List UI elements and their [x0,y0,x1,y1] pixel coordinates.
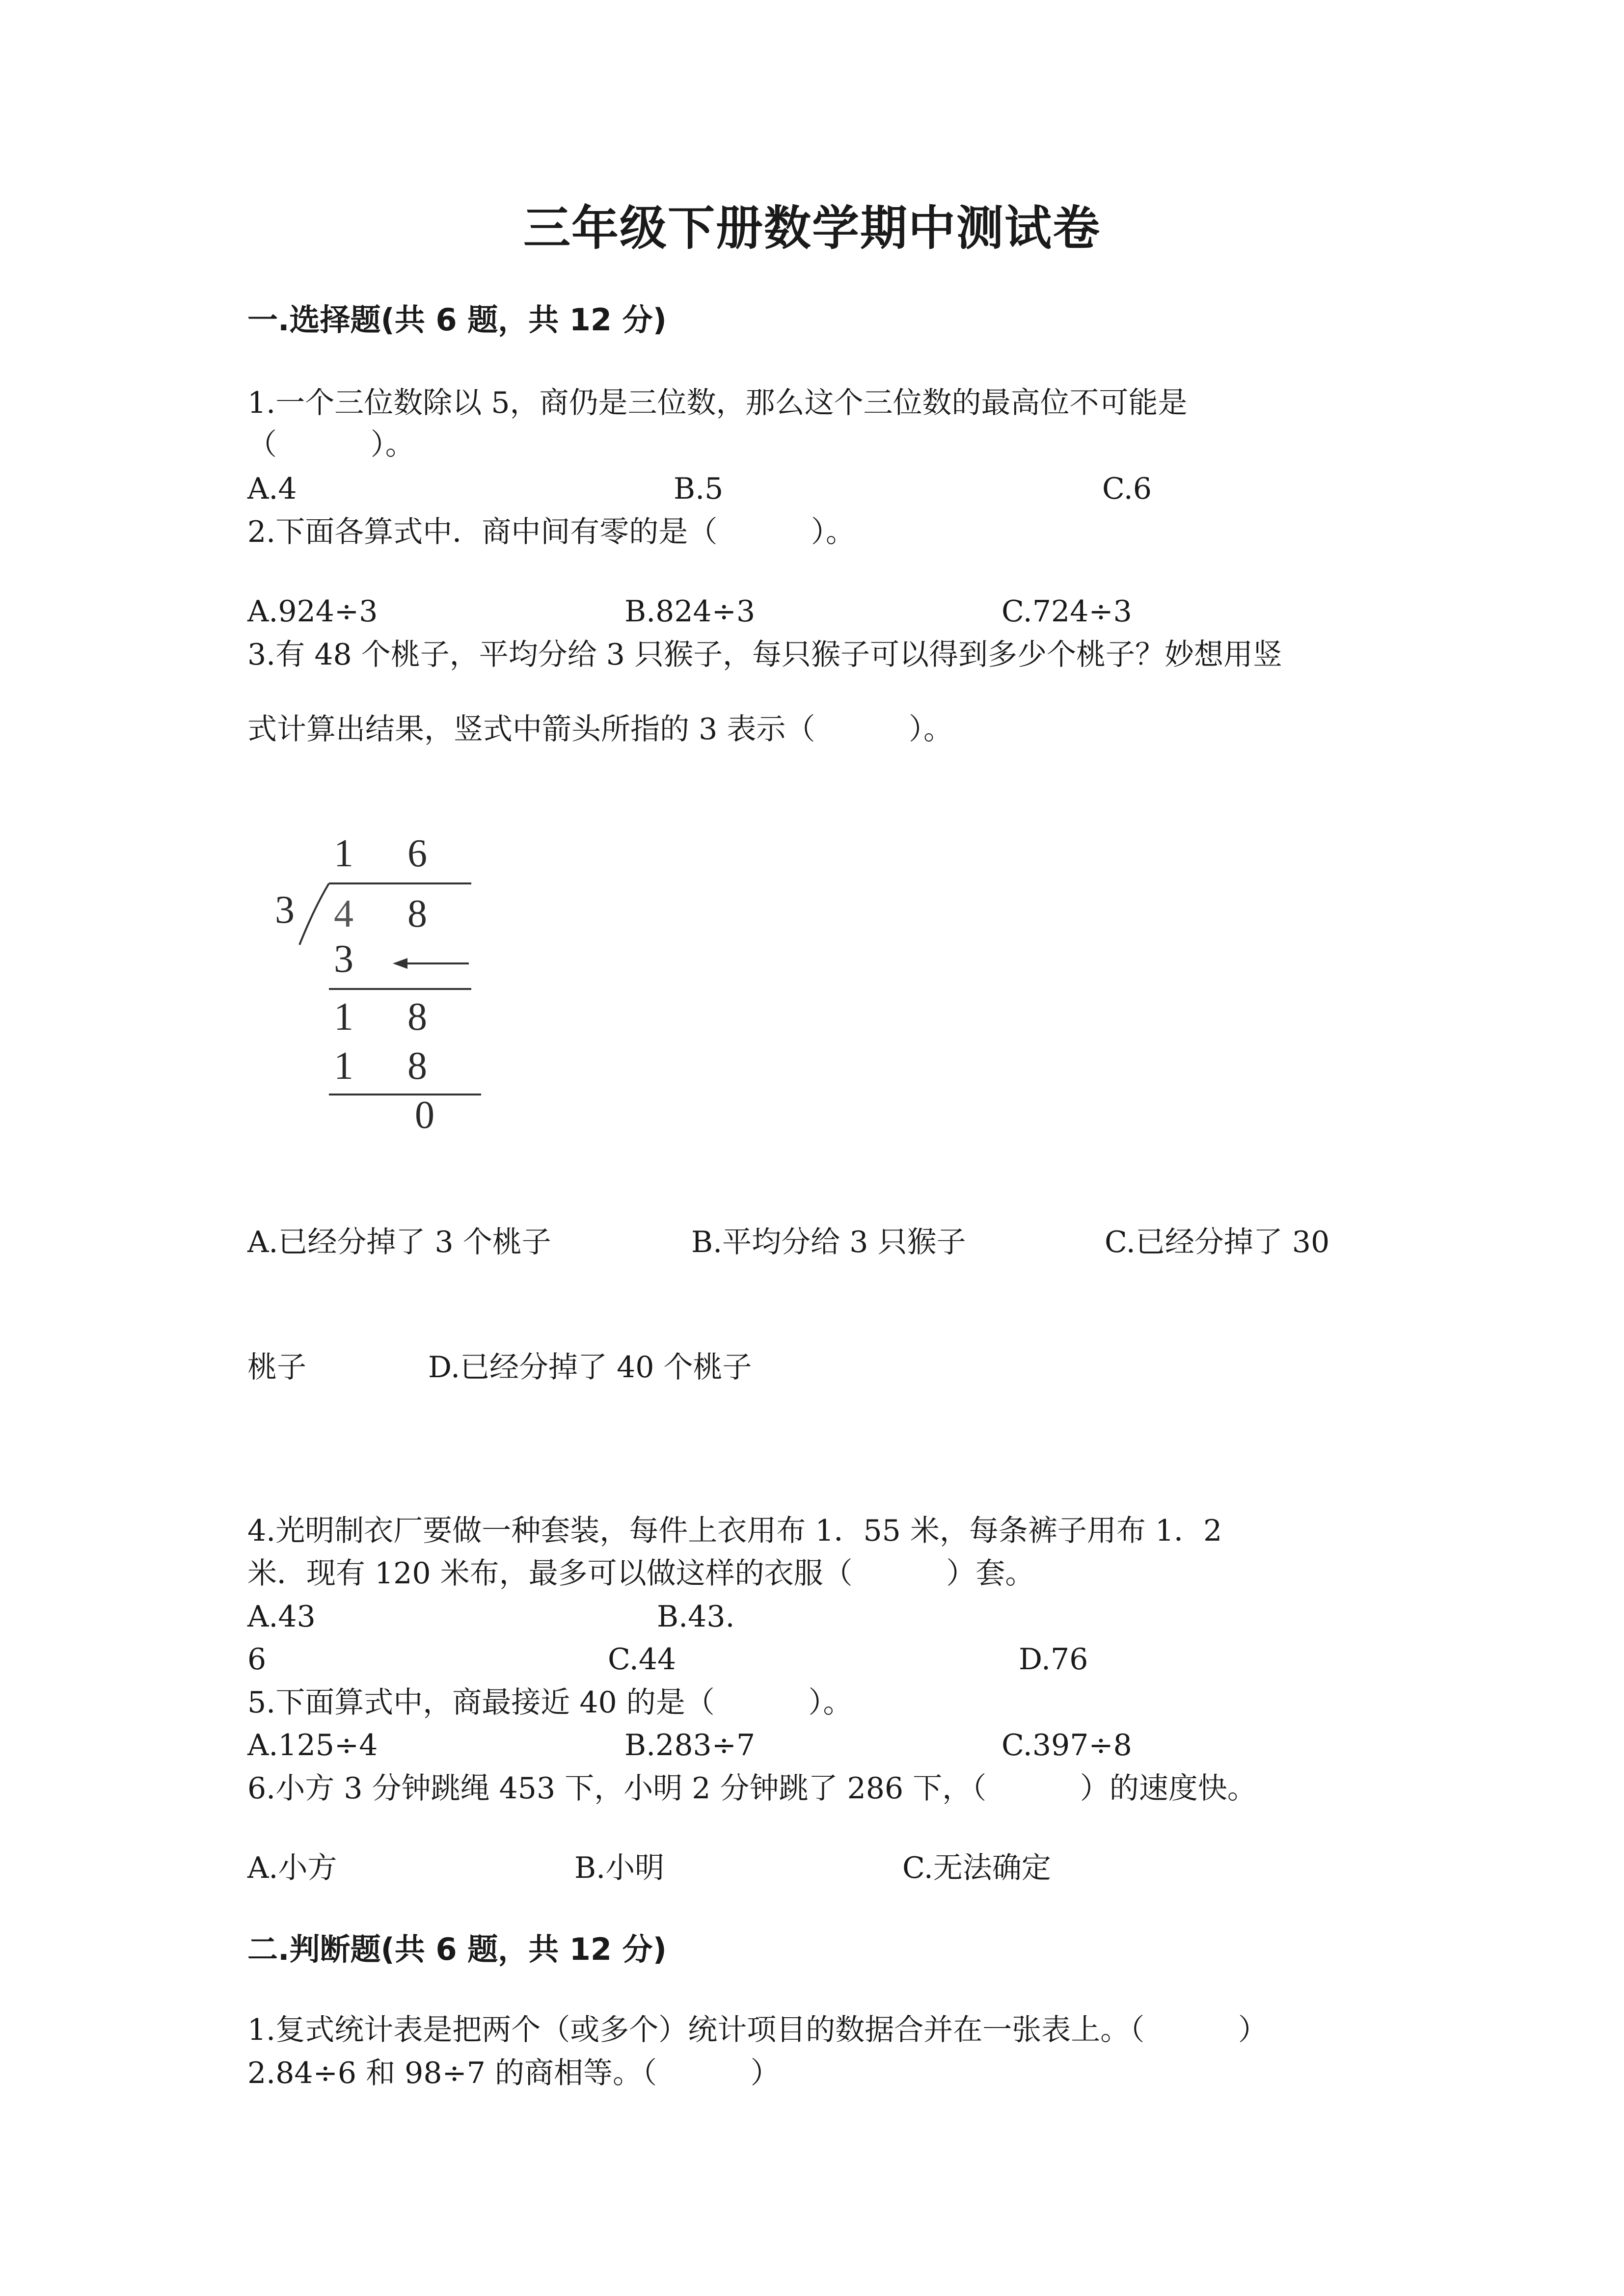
step-2-digit-ones: 8 [407,995,427,1039]
page-title: 三年级下册数学期中测试卷 [523,200,1101,256]
question-5-option-c: C.397÷8 [1001,1728,1132,1762]
question-6-option-c: C.无法确定 [902,1851,1051,1885]
step-3-digit-tens: 1 [334,1044,353,1088]
quotient-digit-tens: 1 [334,832,353,875]
question-5-text: 5.下面算式中，商最接近 40 的是（ ）。 [247,1685,853,1720]
question-4-text: 4.光明制衣厂要做一种套装，每件上衣用布 1．55 米，每条裤子用布 1．2 [247,1514,1222,1548]
divisor: 3 [275,888,295,932]
question-3-option-b: B.平均分给 3 只猴子 [691,1225,966,1259]
question-5-option-a: A.125÷4 [247,1728,378,1762]
question-4-option-c: C.44 [608,1642,677,1677]
question-3-option-c-cont: 桃子 [247,1350,306,1385]
step-3-digit-ones: 8 [407,1044,427,1088]
question-3-option-d: D.已经分掉了 40 个桃子 [428,1350,752,1385]
dividend-digit-ones: 8 [407,892,427,935]
step-2-digit-tens: 1 [334,995,353,1039]
question-3-option-a: A.已经分掉了 3 个桃子 [247,1225,551,1259]
question-4-text-cont: 米．现有 120 米布，最多可以做这样的衣服（ ）套。 [247,1556,1035,1591]
question-2-option-c: C.724÷3 [1001,594,1132,629]
judgement-2-text: 2.84÷6 和 98÷7 的商相等。（ ） [247,2056,780,2090]
division-bracket [299,883,329,945]
question-6-text: 6.小方 3 分钟跳绳 453 下，小明 2 分钟跳了 286 下，（ ）的速度快。 [247,1771,1257,1806]
question-1-option-c: C.6 [1102,472,1152,506]
question-1-option-a: A.4 [247,472,297,506]
section-heading-judgement: 二.判断题(共 6 题，共 12 分) [247,1931,667,1967]
dividend-digit-tens: 4 [334,892,353,935]
question-1-blank: （ ）。 [247,427,415,462]
question-2-option-b: B.824÷3 [624,594,756,629]
question-4-option-d: D.76 [1019,1642,1088,1677]
section-heading-choice: 一.选择题(共 6 题，共 12 分) [247,302,667,338]
judgement-1-text: 1.复式统计表是把两个（或多个）统计项目的数据合并在一张表上。（ ） [247,2013,1268,2047]
question-3-option-c: C.已经分掉了 30 [1105,1225,1330,1259]
arrow-head [393,958,407,969]
question-1-text: 1.一个三位数除以 5，商仍是三位数，那么这个三位数的最高位不可能是 [247,386,1188,420]
question-3-text: 3.有 48 个桃子，平均分给 3 只猴子，每只猴子可以得到多少个桃子？妙想用竖 [247,638,1283,672]
question-4-option-a: A.43 [247,1600,316,1634]
question-1-option-b: B.5 [674,472,724,506]
question-5-option-b: B.283÷7 [624,1728,756,1762]
question-6-option-a: A.小方 [247,1851,337,1885]
quotient-digit-ones: 6 [407,832,427,875]
step-1-digit: 3 [334,937,353,981]
question-4-option-b-cont: 6 [247,1642,267,1677]
remainder-digit: 0 [415,1094,434,1137]
long-division-figure [260,825,515,1148]
question-3-text-cont: 式计算出结果，竖式中箭头所指的 3 表示（ ）。 [247,712,953,747]
question-2-option-a: A.924÷3 [247,594,378,629]
question-6-option-b: B.小明 [574,1851,665,1885]
question-4-option-b: B.43. [657,1600,735,1634]
question-2-text: 2.下面各算式中．商中间有零的是（ ）。 [247,515,855,549]
